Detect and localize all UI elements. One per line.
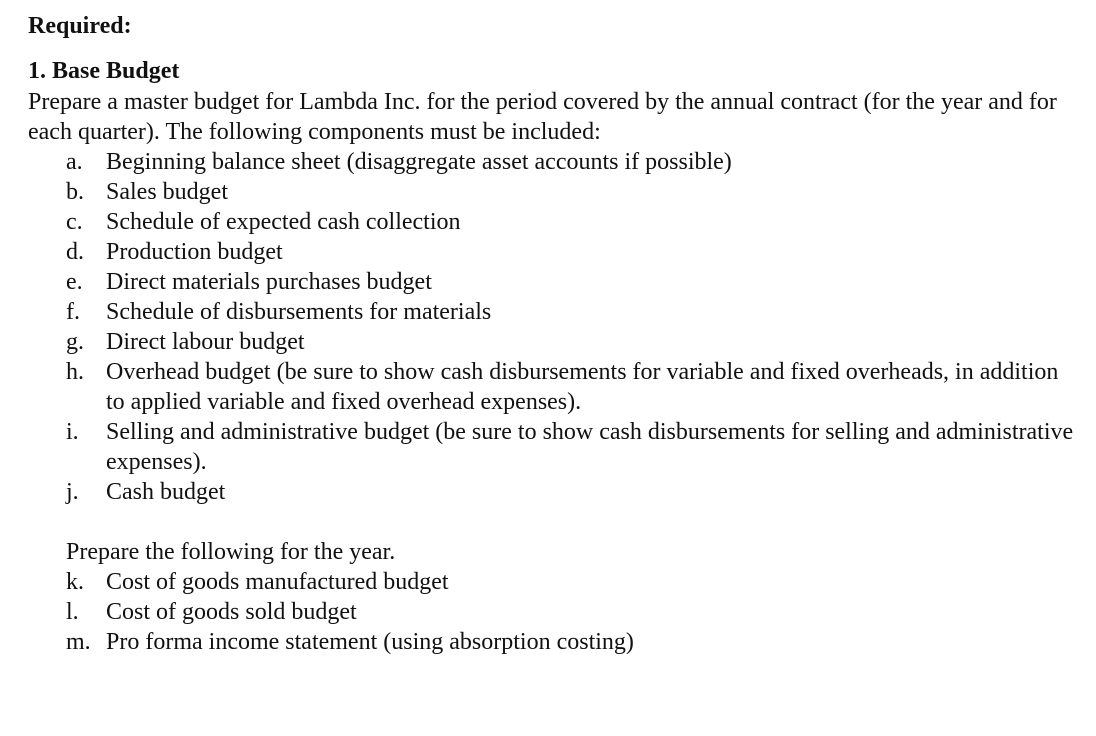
list-item xyxy=(28,477,1078,507)
list-item-text: Beginning balance sheet (disaggregate asset accounts if possible) xyxy=(106,149,732,175)
list-marker: f. xyxy=(66,299,80,325)
list-item xyxy=(28,597,1078,627)
document-page xyxy=(28,10,1078,657)
list-item xyxy=(28,147,1078,177)
list-item xyxy=(28,297,1078,327)
year-components-list xyxy=(28,567,1078,657)
list-marker: b. xyxy=(66,179,84,205)
list-item xyxy=(28,237,1078,267)
list-marker: k. xyxy=(66,569,84,595)
list-item xyxy=(28,417,1078,477)
list-marker: g. xyxy=(66,329,84,355)
year-instruction: Prepare the following for the year. xyxy=(66,539,396,565)
list-item xyxy=(28,627,1078,657)
list-item-text: Selling and administrative budget (be sure to show cash disbursements for selling and administrative expenses). xyxy=(106,419,1074,475)
list-item-text: Schedule of disbursements for materials xyxy=(106,299,492,325)
list-item-text: Cost of goods manufactured budget xyxy=(106,569,449,595)
list-marker: e. xyxy=(66,269,83,295)
list-marker: a. xyxy=(66,149,83,175)
list-item xyxy=(28,327,1078,357)
components-list xyxy=(28,147,1078,507)
list-item-text: Schedule of expected cash collection xyxy=(106,209,461,235)
list-item-text: Production budget xyxy=(106,239,283,265)
list-item-text: Direct materials purchases budget xyxy=(106,269,432,295)
list-item xyxy=(28,267,1078,297)
list-item-text: Sales budget xyxy=(106,179,228,205)
list-marker: j. xyxy=(66,479,79,505)
list-item xyxy=(28,177,1078,207)
section-title: 1. Base Budget xyxy=(28,58,180,84)
list-marker: d. xyxy=(66,239,84,265)
required-heading: Required: xyxy=(28,13,132,39)
list-item-text: Overhead budget (be sure to show cash disbursements for variable and fixed overheads, in addition to applied variable and fixed overhead expenses). xyxy=(106,359,1059,415)
list-item-text: Direct labour budget xyxy=(106,329,305,355)
list-marker: l. xyxy=(66,599,79,625)
list-item-text: Cash budget xyxy=(106,479,226,505)
list-item xyxy=(28,567,1078,597)
list-item-text: Cost of goods sold budget xyxy=(106,599,357,625)
list-marker: c. xyxy=(66,209,83,235)
list-marker: m. xyxy=(66,629,91,655)
list-marker: h. xyxy=(66,359,84,385)
list-item xyxy=(28,357,1078,417)
list-marker: i. xyxy=(66,419,79,445)
list-item xyxy=(28,207,1078,237)
intro-paragraph: Prepare a master budget for Lambda Inc. for the period covered by the annual contract (for the year and for each quarter). The following components must be included: xyxy=(28,89,1057,145)
list-item-text: Pro forma income statement (using absorption costing) xyxy=(106,629,634,655)
